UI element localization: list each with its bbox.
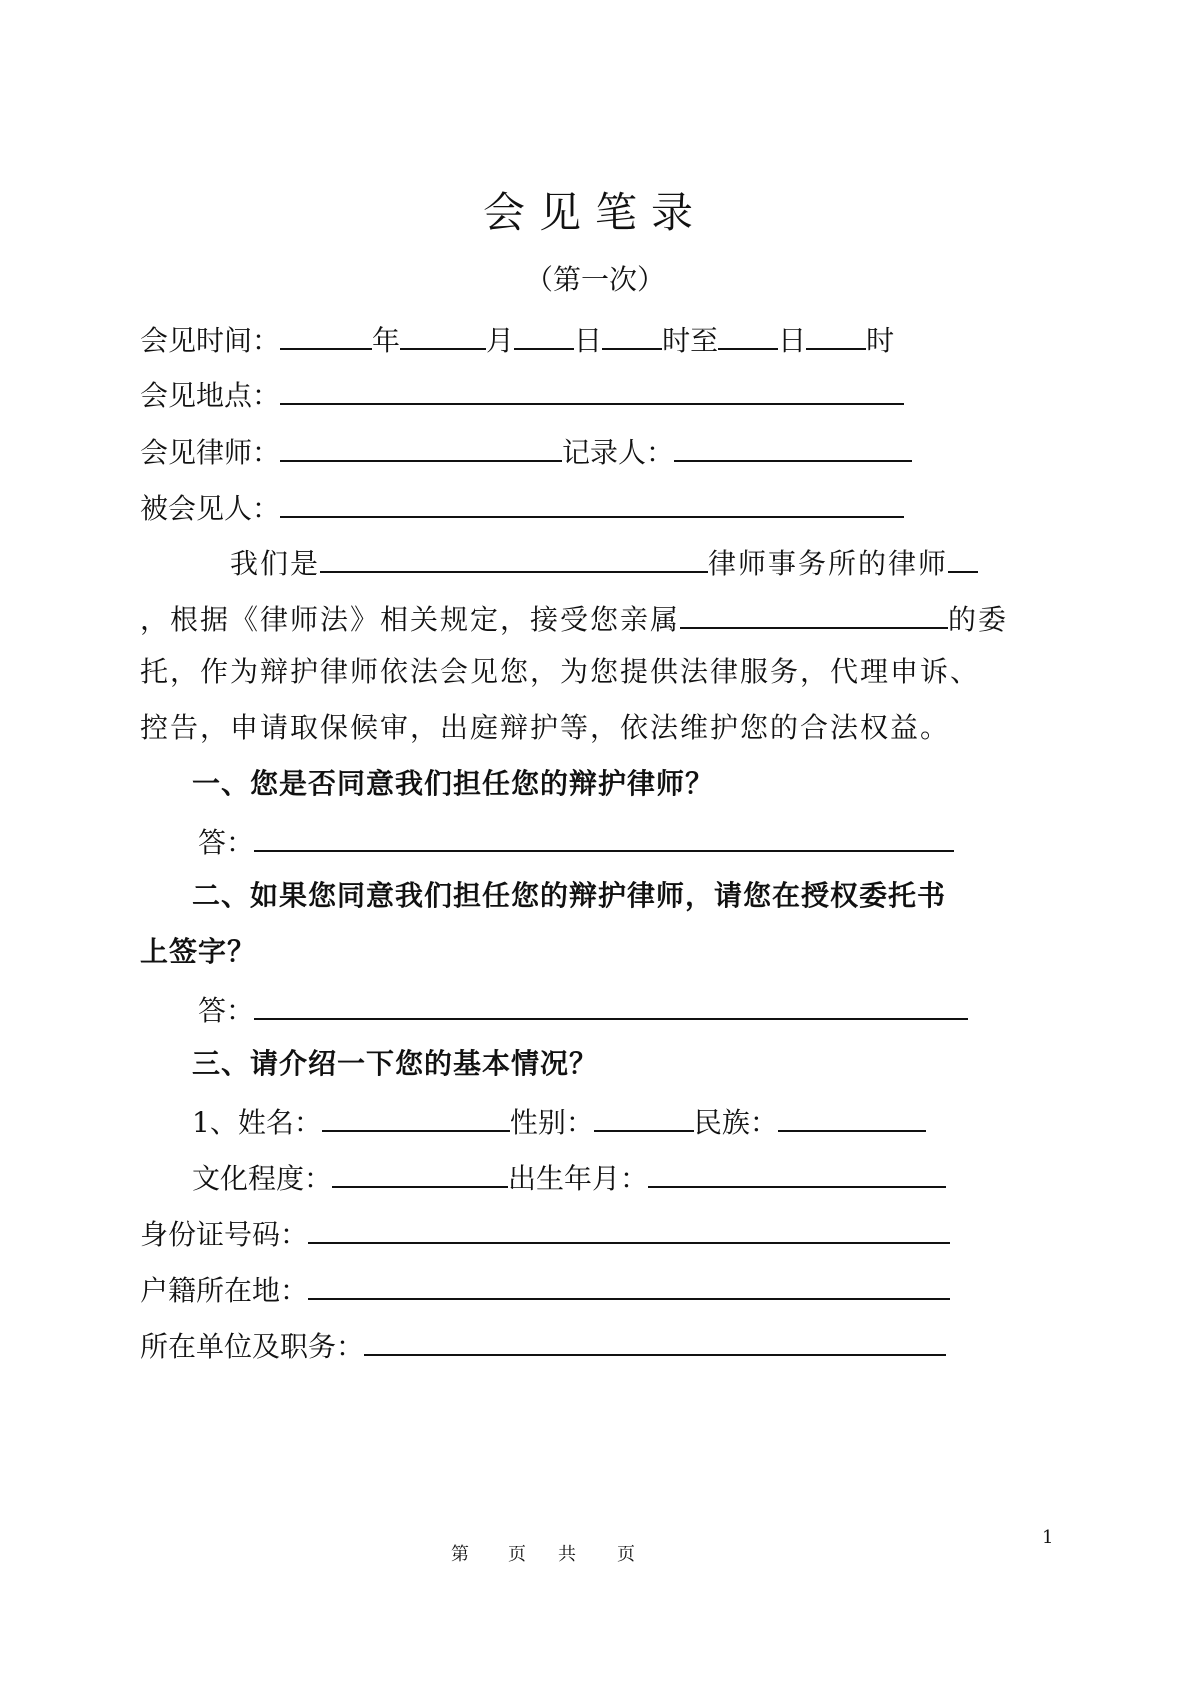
work-blank[interactable] — [364, 1324, 946, 1356]
recorder-blank[interactable] — [674, 430, 912, 462]
meeting-place-label: 会见地点： — [140, 379, 281, 412]
hour-to-label: 时至 — [662, 324, 719, 357]
day-label: 日 — [574, 324, 603, 357]
intro-we-are: 我们是 — [230, 547, 321, 580]
interviewee-blank[interactable] — [280, 486, 904, 518]
question-1: 一、您是否同意我们担任您的辩护律师？ — [192, 767, 715, 800]
answer-1-blank[interactable] — [254, 820, 954, 852]
household-blank[interactable] — [308, 1268, 950, 1300]
intro-line-3: 托，作为辩护律师依法会见您，为您提供法律服务，代理申诉、 — [140, 655, 981, 688]
answer-1-row — [198, 820, 954, 860]
question-2-line-2: 上签字？ — [140, 935, 257, 968]
education-label: 文化程度： — [192, 1162, 333, 1195]
intro-line-1 — [230, 541, 978, 581]
education-row — [192, 1156, 946, 1196]
ethnic-label: 民族： — [693, 1106, 778, 1139]
id-row — [140, 1212, 950, 1252]
meeting-place-blank[interactable] — [280, 373, 904, 405]
work-label: 所在单位及职务： — [140, 1330, 365, 1363]
intro-line-2 — [140, 597, 1008, 637]
meeting-time-label: 会见时间： — [140, 324, 281, 357]
ethnic-blank[interactable] — [778, 1100, 926, 1132]
end-day-blank[interactable] — [718, 318, 778, 350]
intro-entrusted: ，根据《律师法》相关规定，接受您亲属 — [140, 603, 681, 636]
law-firm-blank[interactable] — [320, 541, 708, 573]
year-label: 年 — [372, 324, 401, 357]
day-blank[interactable] — [514, 318, 574, 350]
footer-ye-2: 页 — [617, 1544, 635, 1565]
footer-di: 第 — [451, 1544, 469, 1565]
footer-gong: 共 — [558, 1544, 576, 1565]
meeting-time-row — [140, 318, 894, 358]
intro-firm-lawyer: 律师事务所的律师 — [708, 547, 949, 580]
answer-2-row — [198, 988, 968, 1028]
answer-1-label: 答： — [198, 826, 255, 859]
gender-blank[interactable] — [594, 1100, 694, 1132]
name-label: 1、姓名： — [192, 1106, 322, 1139]
lawyer-row — [140, 430, 912, 470]
page-number: 1 — [1042, 1527, 1054, 1548]
year-blank[interactable] — [280, 318, 372, 350]
answer-2-blank[interactable] — [254, 988, 968, 1020]
intro-line-4: 控告，申请取保候审，出庭辩护等，依法维护您的合法权益。 — [140, 711, 951, 744]
birth-label: 出生年月： — [508, 1162, 649, 1195]
end-hour-blank[interactable] — [806, 318, 866, 350]
interviewee-row — [140, 486, 904, 526]
id-label: 身份证号码： — [140, 1218, 309, 1251]
birth-blank[interactable] — [648, 1156, 946, 1188]
education-blank[interactable] — [332, 1156, 508, 1188]
relative-blank[interactable] — [680, 597, 948, 629]
meeting-place-row — [140, 373, 904, 413]
intro-entrust-word: 的委 — [948, 603, 1009, 636]
month-blank[interactable] — [400, 318, 486, 350]
name-blank[interactable] — [322, 1100, 510, 1132]
household-row — [140, 1268, 950, 1308]
page-subtitle: （第一次） — [524, 263, 665, 296]
name-row — [192, 1100, 926, 1140]
month-label: 月 — [486, 324, 515, 357]
lawyer-label: 会见律师： — [140, 436, 281, 469]
end-hour-label: 时 — [866, 324, 895, 357]
question-3: 三、请介绍一下您的基本情况？ — [192, 1047, 599, 1080]
page-title: 会见笔录 — [482, 188, 707, 237]
lawyer-name-blank[interactable] — [948, 541, 978, 573]
hour-blank[interactable] — [602, 318, 662, 350]
gender-label: 性别： — [509, 1106, 594, 1139]
work-row — [140, 1324, 946, 1364]
lawyer-blank[interactable] — [280, 430, 562, 462]
recorder-label: 记录人： — [562, 436, 675, 469]
household-label: 户籍所在地： — [140, 1274, 309, 1307]
interviewee-label: 被会见人： — [140, 492, 281, 525]
footer-ye-1: 页 — [508, 1544, 526, 1565]
answer-2-label: 答： — [198, 994, 255, 1027]
id-blank[interactable] — [308, 1212, 950, 1244]
end-day-label: 日 — [778, 324, 807, 357]
question-2-line-1: 二、如果您同意我们担任您的辩护律师，请您在授权委托书 — [192, 879, 947, 912]
